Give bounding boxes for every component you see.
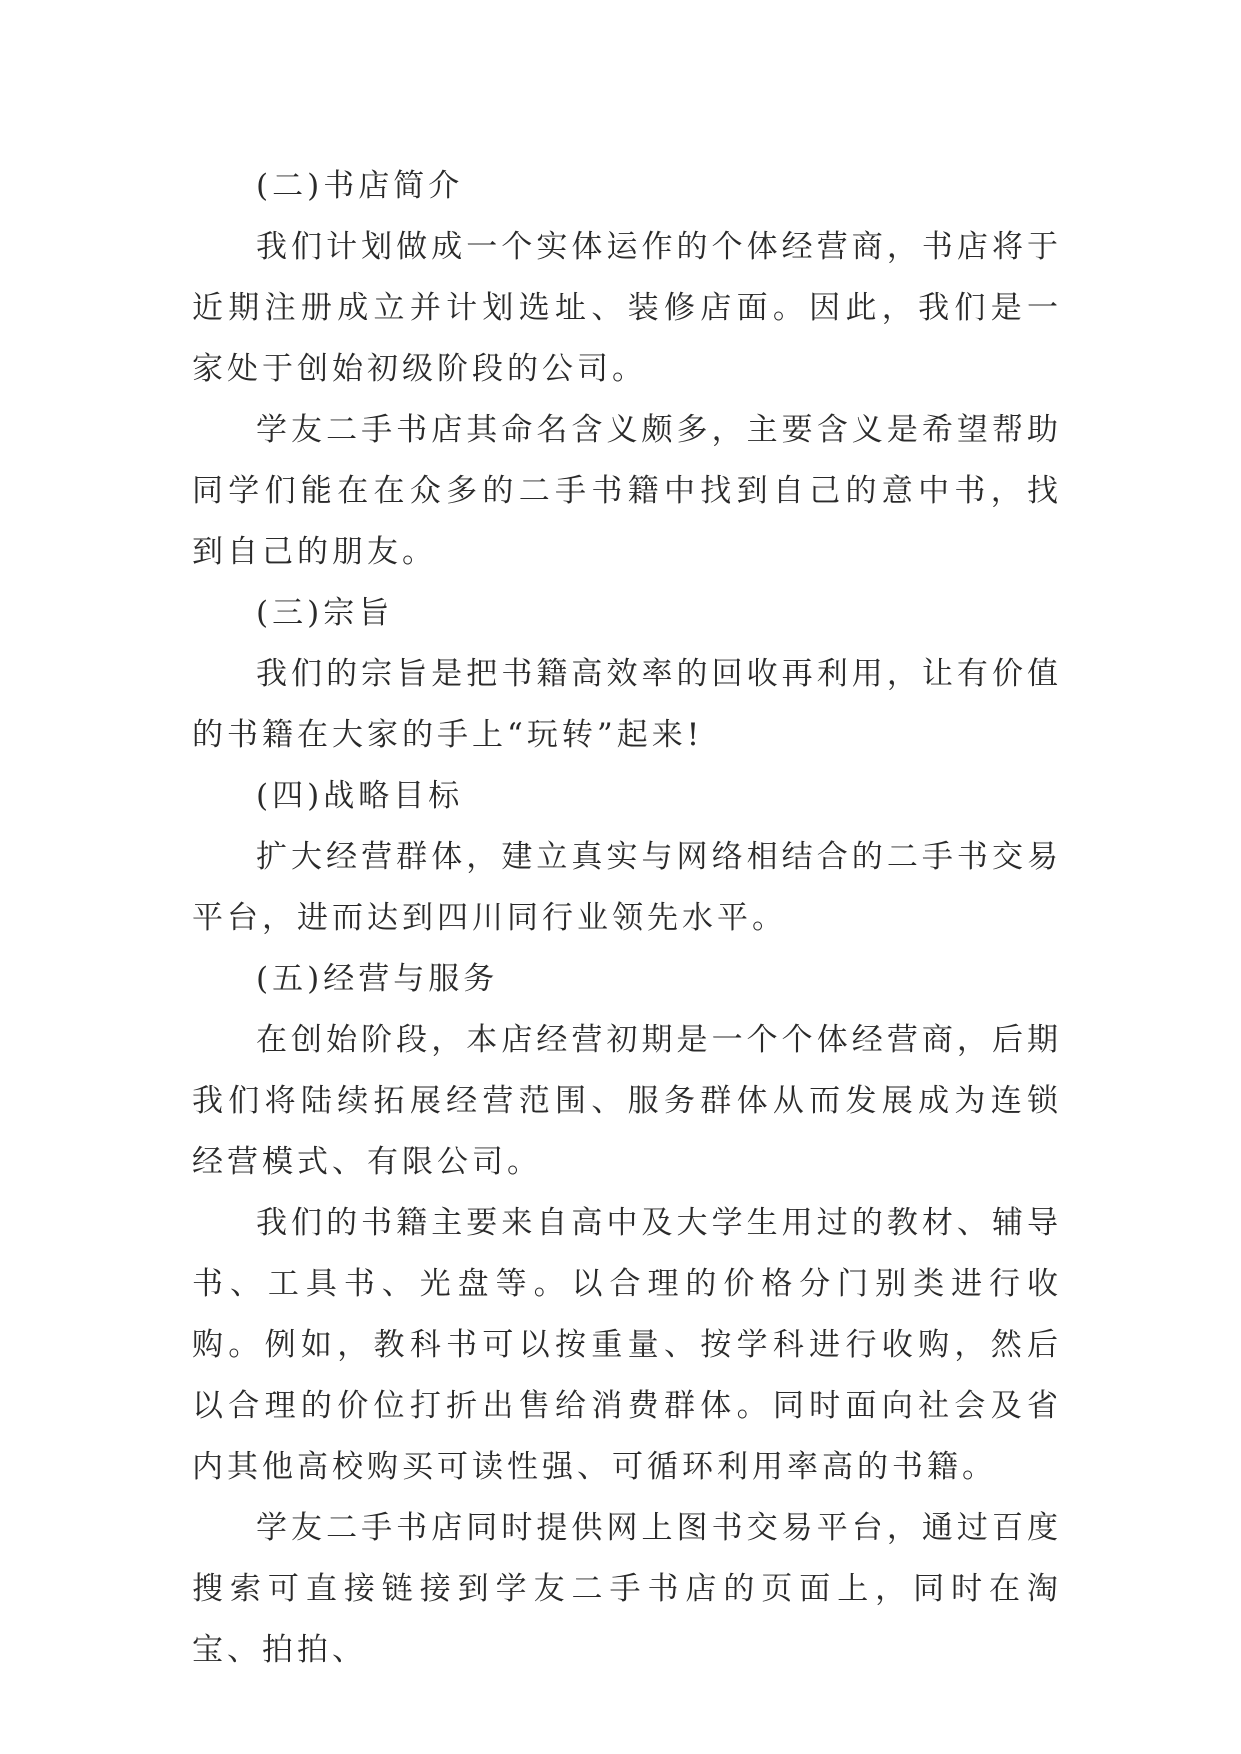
- paragraph-purpose: 我们的宗旨是把书籍高效率的回收再利用，让有价值的书籍在大家的手上“玩转”起来!: [192, 656, 1062, 753]
- section-heading-strategic-goal: (四)战略目标: [256, 778, 464, 814]
- document-body: [192, 156, 1062, 1681]
- paragraph-plan: 我们计划做成一个实体运作的个体经营商，书店将于近期注册成立并计划选址、装修店面。因此，我们是一家处于创始初级阶段的公司。: [192, 229, 1062, 387]
- section-heading-operations-services: (五)经营与服务: [256, 961, 499, 997]
- paragraph-operations-stage: 在创始阶段，本店经营初期是一个个体经营商，后期我们将陆续拓展经营范围、服务群体从而发展成为连锁经营模式、有限公司。: [192, 1022, 1062, 1180]
- paragraph-online-platform: 学友二手书店同时提供网上图书交易平台，通过百度搜索可直接链接到学友二手书店的页面上，同时在淘宝、拍拍、: [192, 1510, 1062, 1668]
- paragraph-book-sources: 我们的书籍主要来自高中及大学生用过的教材、辅导书、工具书、光盘等。以合理的价格分门别类进行收购。例如，教科书可以按重量、按学科进行收购，然后以合理的价位打折出售给消费群体。同时面向社会及省内其他高校购买可读性强、可循环利用率高的书籍。: [192, 1205, 1062, 1485]
- paragraph-name-meaning: 学友二手书店其命名含义颇多，主要含义是希望帮助同学们能在在众多的二手书籍中找到自己的意中书，找到自己的朋友。: [192, 412, 1062, 570]
- section-heading-bookstore-intro: (二)书店简介: [256, 168, 464, 204]
- paragraph-strategic-goal: 扩大经营群体，建立真实与网络相结合的二手书交易平台，进而达到四川同行业领先水平。: [192, 839, 1062, 936]
- section-heading-purpose: (三)宗旨: [256, 595, 394, 631]
